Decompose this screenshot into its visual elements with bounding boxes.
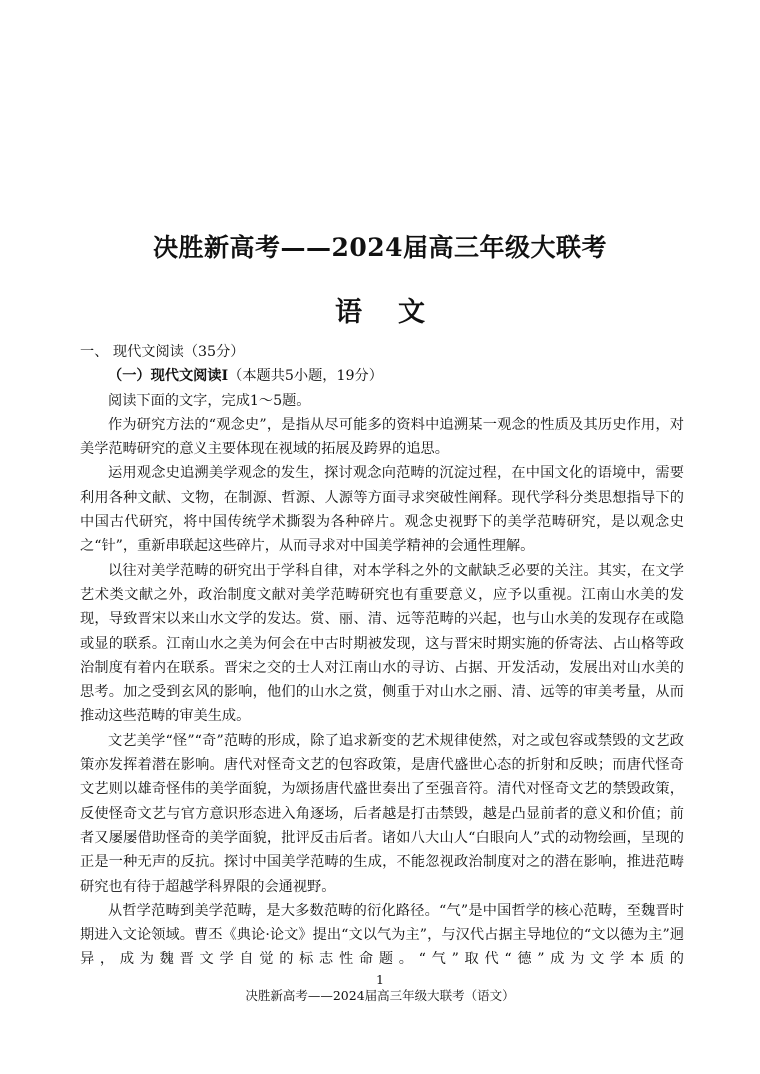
paragraph-3: 以往对美学范畴的研究出于学科自律，对本学科之外的文献缺乏必要的关注。其实，在文学艺术类文献之外，政治制度文献对美学范畴研究也有重要意义，应予以重视。江南山水美的发现，导致晋宋以来山水文学的发达。赏、丽、清、远等范畴的兴起，也与山水美的发现存在或隐或显的联系。江南山水之美为何会在中古时期被发现，这与晋宋时期实施的侨寄法、占山格等政治制度有着内在联系。晋宋之交的士人对江南山水的寻访、占据、开发活动，发展出对山水美的思考。加之受到玄风的影响，他们的山水之赏，侧重于对山水之丽、清、远等的审美考量，从而推动这些范畴的审美生成。 — [80, 562, 684, 725]
page-number: 1 — [376, 972, 384, 987]
subsection-title: （一）现代文阅读Ⅰ — [108, 368, 229, 385]
subsection-note: （本题共5小题，19分） — [228, 368, 383, 385]
paragraph-5: 从哲学范畴到美学范畴，是大多数范畴的衍化路径。“气”是中国哲学的核心范畴，至魏晋时期进入文论领域。曹丕《典论·论文》提出“文以气为主”，与汉代占据主导地位的“文以德为主”迥异，成为魏晋文学自觉的标志性命题。“气”取代“德”成为文学本质的 — [80, 902, 684, 968]
section-heading: 一、 现代文阅读（35分） — [80, 344, 245, 360]
page-footer — [0, 972, 760, 1004]
paragraph-1: 作为研究方法的“观念史”，是指从尽可能多的资料中追溯某一观念的性质及其历史作用，对美学范畴研究的意义主要体现在视域的拓展及跨界的追思。 — [80, 416, 684, 458]
passage-body — [80, 340, 684, 972]
paragraph-2: 运用观念史追溯美学观念的发生，探讨观念向范畴的沉淀过程，在中国文化的语境中，需要利用各种文献、文物，在制源、哲源、人源等方面寻求突破性阐释。现代学科分类思想指导下的中国古代研究，将中国传统学术撕裂为各种碎片。观念史视野下的美学范畴研究，是以观念史之“针”，重新串联起这些碎片，从而寻求对中国美学精神的会通性理解。 — [80, 465, 684, 555]
subject-title: 语文 — [335, 297, 461, 328]
instruction-text: 阅读下面的文字，完成1～5题。 — [108, 392, 311, 409]
subsection-heading — [80, 364, 684, 388]
footer-text: 决胜新高考——2024届高三年级大联考（语文） — [245, 988, 515, 1003]
exam-title: 决胜新高考——2024届高三年级大联考 — [152, 233, 608, 262]
paragraph-4: 文艺美学“怪”“奇”范畴的形成，除了追求新变的艺术规律使然，对之或包容或禁毁的文艺政策亦发挥着潜在影响。唐代对怪奇文艺的包容政策，是唐代盛世心态的折射和反映；而唐代怪奇文艺则以雄奇怪伟的美学面貌，为颂扬唐代盛世奏出了至强音符。清代对怪奇文艺的禁毁政策，反使怪奇文艺与官方意识形态进入角逐场，后者越是打击禁毁，越是凸显前者的意义和价值；前者又屡屡借助怪奇的美学面貌，批评反击后者。诸如八大山人“白眼向人”式的动物绘画，呈现的正是一种无声的反抗。探讨中国美学范畴的生成，不能忽视政治制度对之的潜在影响，推进范畴研究也有待于超越学科界限的会通视野。 — [80, 732, 684, 895]
